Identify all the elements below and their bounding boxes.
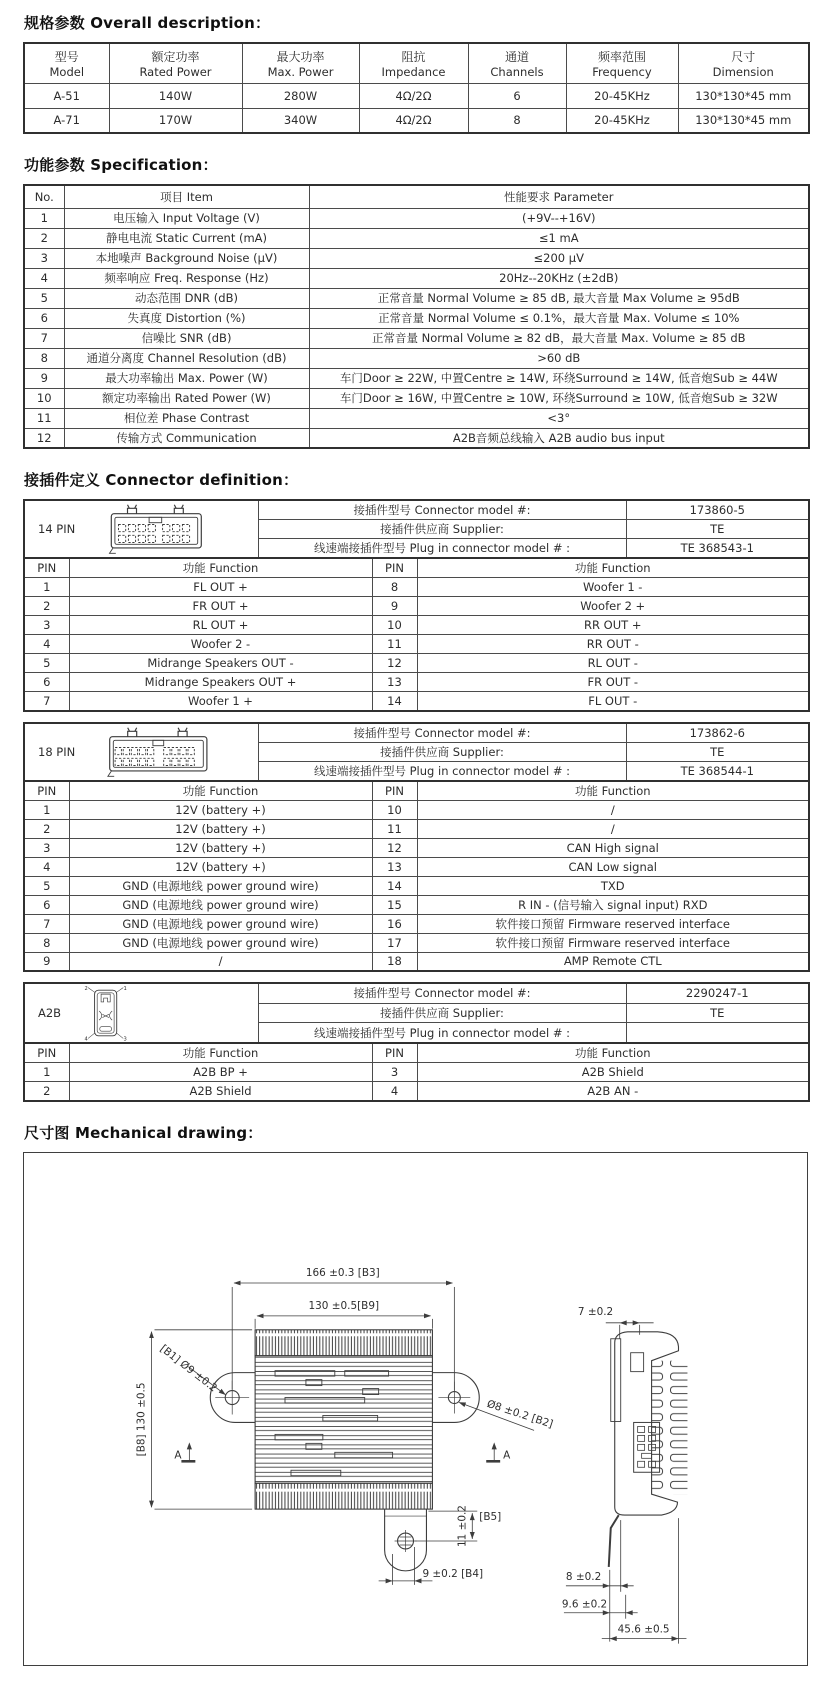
pin-function: 软件接口预留 Firmware reserved interface	[417, 933, 809, 952]
pin-header-row	[24, 558, 809, 578]
pin-number: 11	[372, 635, 417, 654]
overall-header-row	[24, 43, 809, 83]
pin-function: FR OUT +	[69, 597, 372, 616]
column-header-zh: 型号	[54, 49, 79, 64]
dim-label-130-height: [B8] 130 ±0.5	[135, 1382, 148, 1456]
function-col-header: 功能 Function	[69, 1043, 372, 1063]
front-view	[210, 1329, 479, 1570]
column-header-en: Model	[49, 64, 85, 79]
pin-col-header: PIN	[24, 558, 69, 578]
column-header	[109, 43, 242, 83]
pin-row	[24, 933, 809, 952]
cell-item: 动态范围 DNR (dB)	[64, 288, 309, 308]
pin-number: 2	[24, 819, 69, 838]
connector-14pin-info-table	[23, 499, 810, 559]
cell-item: 本地噪声 Background Noise (μV)	[64, 248, 309, 268]
cell-dimension: 130*130*45 mm	[678, 108, 809, 133]
spec-header-row	[24, 185, 809, 208]
column-header	[359, 43, 468, 83]
dim-label-side-d3: 45.6 ±0.5	[617, 1623, 670, 1636]
pin-col-header: PIN	[24, 781, 69, 801]
pin-row	[24, 578, 809, 597]
cell-item: 最大功率输出 Max. Power (W)	[64, 368, 309, 388]
section-a-label-left: A	[174, 1448, 182, 1461]
pin-number: 5	[24, 654, 69, 673]
pin-number: 9	[24, 952, 69, 971]
pin-function: GND (电源地线 power ground wire)	[69, 914, 372, 933]
column-header	[566, 43, 678, 83]
column-header-en: Impedance	[381, 64, 446, 79]
pin-function: R IN - (信号输入 signal input) RXD	[417, 895, 809, 914]
connector-18pin-icon	[91, 725, 231, 779]
pin-function: 软件接口预留 Firmware reserved interface	[417, 914, 809, 933]
pin-number: 4	[24, 857, 69, 876]
column-header-zh: 最大功率	[276, 49, 325, 64]
cell-no: 4	[24, 268, 64, 288]
dim-label-130-width: 130 ±0.5[B9]	[308, 1299, 380, 1312]
pin-function: FR OUT -	[417, 673, 809, 692]
table-row	[24, 268, 809, 288]
cell-parameter: 20Hz--20KHz (±2dB)	[309, 268, 809, 288]
column-header	[678, 43, 809, 83]
dim-label-side-top: 7 ±0.2	[577, 1305, 614, 1318]
pin-function: Midrange Speakers OUT -	[69, 654, 372, 673]
pin-row	[24, 819, 809, 838]
info-value: 173862-6	[626, 723, 809, 743]
cell-item: 静电电流 Static Current (mA)	[64, 228, 309, 248]
a2b-pin-mark-1: 1	[123, 986, 127, 993]
mechanical-drawing	[23, 1152, 808, 1666]
pin-row	[24, 597, 809, 616]
connector-14pin-pin-table	[23, 557, 810, 712]
pin-function: Woofer 2 +	[417, 597, 809, 616]
cell-parameter: A2B音频总线输入 A2B audio bus input	[309, 428, 809, 448]
cell-max-power: 280W	[242, 83, 359, 108]
pin-number: 10	[372, 800, 417, 819]
info-row	[24, 983, 809, 1003]
function-col-header: 功能 Function	[69, 558, 372, 578]
info-label: 接插件型号 Connector model #:	[258, 983, 626, 1003]
pin-number: 14	[372, 692, 417, 711]
column-header-en: Channels	[490, 64, 544, 79]
pin-row	[24, 838, 809, 857]
pin-number: 11	[372, 819, 417, 838]
function-col-header: 功能 Function	[417, 558, 809, 578]
pin-number: 6	[24, 673, 69, 692]
pin-row	[24, 952, 809, 971]
table-row	[24, 328, 809, 348]
cell-parameter: 正常音量 Normal Volume ≥ 85 dB, 最大音量 Max Volume ≥ 95dB	[309, 288, 809, 308]
cell-no: 1	[24, 208, 64, 228]
cell-parameter: >60 dB	[309, 348, 809, 368]
pin-number: 9	[372, 597, 417, 616]
info-label: 接插件型号 Connector model #:	[258, 723, 626, 743]
info-label: 线速端接插件型号 Plug in connector model # :	[258, 761, 626, 781]
connector-block-18pin	[23, 722, 808, 973]
connector-a2b-icon	[77, 985, 133, 1041]
pin-row	[24, 673, 809, 692]
cell-impedance: 4Ω/2Ω	[359, 108, 468, 133]
cell-item: 电压输入 Input Voltage (V)	[64, 208, 309, 228]
pin-number: 10	[372, 616, 417, 635]
info-value: TE	[626, 742, 809, 761]
pin-number: 4	[372, 1082, 417, 1101]
pin-number: 2	[24, 597, 69, 616]
column-header-parameter: 性能要求 Parameter	[309, 185, 809, 208]
pin-function: 12V (battery +)	[69, 800, 372, 819]
dim-label-side-d1: 8 ±0.2	[565, 1570, 602, 1583]
table-row	[24, 348, 809, 368]
pin-function: Midrange Speakers OUT +	[69, 673, 372, 692]
pin-number: 17	[372, 933, 417, 952]
pin-number: 8	[24, 933, 69, 952]
cell-item: 频率响应 Freq. Response (Hz)	[64, 268, 309, 288]
cell-parameter: 车门Door ≥ 22W, 中置Centre ≥ 14W, 环绕Surround ≥ 14W, 低音炮Sub ≥ 44W	[309, 368, 809, 388]
cell-dimension: 130*130*45 mm	[678, 83, 809, 108]
pin-row	[24, 800, 809, 819]
function-col-header: 功能 Function	[417, 1043, 809, 1063]
info-row	[24, 500, 809, 520]
info-label: 接插件供应商 Supplier:	[258, 742, 626, 761]
pin-function: Woofer 1 +	[69, 692, 372, 711]
pin-number: 4	[24, 635, 69, 654]
section-title-spec: 功能参数 Specification：	[24, 156, 218, 174]
function-col-header: 功能 Function	[69, 781, 372, 801]
pin-function: FL OUT +	[69, 578, 372, 597]
dim-label-hole-left: [B1] Ø9 ±0.2	[157, 1342, 220, 1394]
pin-row	[24, 635, 809, 654]
cell-no: 10	[24, 388, 64, 408]
info-value: TE 368544-1	[626, 761, 809, 781]
pin-row	[24, 654, 809, 673]
info-value: 173860-5	[626, 500, 809, 520]
cell-item: 传输方式 Communication	[64, 428, 309, 448]
pin-number: 1	[24, 1063, 69, 1082]
pin-function: Woofer 2 -	[69, 635, 372, 654]
pin-function: CAN High signal	[417, 838, 809, 857]
cell-rated-power: 170W	[109, 108, 242, 133]
pin-function: 12V (battery +)	[69, 838, 372, 857]
column-header-zh: 频率范围	[597, 49, 646, 64]
table-row	[24, 308, 809, 328]
cell-parameter: (+9V--+16V)	[309, 208, 809, 228]
pin-function: FL OUT -	[417, 692, 809, 711]
info-label: 接插件供应商 Supplier:	[258, 520, 626, 539]
pin-number: 13	[372, 857, 417, 876]
cell-channels: 6	[468, 83, 566, 108]
dim-label-166: 166 ±0.3 [B3]	[305, 1266, 380, 1279]
cell-parameter: 正常音量 Normal Volume ≤ 0.1%，最大音量 Max. Volume ≤ 10%	[309, 308, 809, 328]
pin-number: 13	[372, 673, 417, 692]
connector-a2b-info-table	[23, 982, 810, 1044]
mechanical-drawing-svg	[24, 1153, 806, 1664]
pin-function: AMP Remote CTL	[417, 952, 809, 971]
pin-function: A2B AN -	[417, 1082, 809, 1101]
column-header-en: Max. Power	[267, 64, 334, 79]
pin-function: Woofer 1 -	[417, 578, 809, 597]
table-row	[24, 368, 809, 388]
column-header	[24, 43, 109, 83]
cell-item: 相位差 Phase Contrast	[64, 408, 309, 428]
section-title-drawing: 尺寸图 Mechanical drawing：	[24, 1123, 263, 1142]
cell-no: 2	[24, 228, 64, 248]
pin-col-header: PIN	[372, 558, 417, 578]
cell-no: 12	[24, 428, 64, 448]
pin-number: 7	[24, 692, 69, 711]
cell-item: 通道分离度 Channel Resolution (dB)	[64, 348, 309, 368]
table-row	[24, 388, 809, 408]
connector-block-14pin	[23, 499, 808, 712]
cell-parameter: ≤200 μV	[309, 248, 809, 268]
pin-col-header: PIN	[24, 1043, 69, 1063]
connector-a2b-pin-table	[23, 1042, 810, 1102]
table-row	[24, 108, 809, 133]
column-header-zh: 额定功率	[151, 49, 200, 64]
pin-function: A2B BP +	[69, 1063, 372, 1082]
cell-max-power: 340W	[242, 108, 359, 133]
pin-row	[24, 895, 809, 914]
pin-function: GND (电源地线 power ground wire)	[69, 933, 372, 952]
cell-rated-power: 140W	[109, 83, 242, 108]
dim-label-hole-right: Ø8 ±0.2 [B2]	[485, 1397, 555, 1431]
info-row	[24, 723, 809, 743]
connector-18pin-cell	[24, 723, 258, 781]
connector-14pin-icon	[91, 502, 227, 556]
connector-14pin-cell	[24, 500, 258, 558]
pin-function: A2B Shield	[69, 1082, 372, 1101]
connector-a2b-cell	[24, 983, 258, 1043]
pin-number: 3	[24, 616, 69, 635]
pin-number: 3	[24, 838, 69, 857]
info-label: 线速端接插件型号 Plug in connector model # :	[258, 539, 626, 559]
function-col-header: 功能 Function	[417, 781, 809, 801]
table-row	[24, 83, 809, 108]
info-value	[626, 1023, 809, 1043]
section-title-connectors: 接插件定义 Connector definition：	[24, 471, 299, 489]
pin-number: 12	[372, 838, 417, 857]
column-header-zh: 尺寸	[731, 49, 756, 64]
column-header-en: Dimension	[712, 64, 774, 79]
column-header	[468, 43, 566, 83]
cell-parameter: ≤1 mA	[309, 228, 809, 248]
pin-col-header: PIN	[372, 1043, 417, 1063]
cell-frequency: 20-45KHz	[566, 83, 678, 108]
pin-row	[24, 1063, 809, 1082]
pin-number: 14	[372, 876, 417, 895]
pin-function: 12V (battery +)	[69, 857, 372, 876]
cell-no: 9	[24, 368, 64, 388]
overall-table	[23, 42, 810, 134]
pin-function: TXD	[417, 876, 809, 895]
table-row	[24, 428, 809, 448]
dim-label-tab-vertical: 11 ±0.2	[456, 1504, 469, 1547]
pin-number: 8	[372, 578, 417, 597]
info-value: 2290247-1	[626, 983, 809, 1003]
pin-number: 15	[372, 895, 417, 914]
spec-table	[23, 184, 810, 449]
pin-header-row	[24, 781, 809, 801]
info-value: TE 368543-1	[626, 539, 809, 559]
pin-row	[24, 1082, 809, 1101]
info-value: TE	[626, 520, 809, 539]
connector-18pin-pin-table	[23, 780, 810, 973]
table-row	[24, 288, 809, 308]
pin-row	[24, 857, 809, 876]
table-row	[24, 408, 809, 428]
cell-parameter: 车门Door ≥ 16W, 中置Centre ≥ 10W, 环绕Surround ≥ 10W, 低音炮Sub ≥ 32W	[309, 388, 809, 408]
cell-no: 3	[24, 248, 64, 268]
connector-label: A2B	[38, 1006, 62, 1020]
pin-row	[24, 914, 809, 933]
pin-number: 1	[24, 800, 69, 819]
a2b-pin-mark-2: 2	[84, 986, 88, 993]
pin-number: 18	[372, 952, 417, 971]
dim-label-side-d2: 9.6 ±0.2	[561, 1598, 608, 1611]
cell-item: 额定功率输出 Rated Power (W)	[64, 388, 309, 408]
pin-function: /	[417, 800, 809, 819]
pin-function: GND (电源地线 power ground wire)	[69, 876, 372, 895]
connector-18pin-info-table	[23, 722, 810, 782]
cell-item: 信噪比 SNR (dB)	[64, 328, 309, 348]
cell-no: 6	[24, 308, 64, 328]
pin-function: A2B Shield	[417, 1063, 809, 1082]
pin-function: GND (电源地线 power ground wire)	[69, 895, 372, 914]
info-value: TE	[626, 1003, 809, 1023]
connector-label: 14 PIN	[38, 522, 76, 536]
pin-function: RR OUT +	[417, 616, 809, 635]
column-header-zh: 阻抗	[401, 49, 426, 64]
pin-function: /	[417, 819, 809, 838]
column-header-en: Rated Power	[139, 64, 212, 79]
cell-parameter: 正常音量 Normal Volume ≥ 82 dB，最大音量 Max. Volume ≥ 85 dB	[309, 328, 809, 348]
column-header-no: No.	[24, 185, 64, 208]
section-title-overall: 规格参数 Overall description：	[24, 14, 271, 32]
table-row	[24, 228, 809, 248]
cell-impedance: 4Ω/2Ω	[359, 83, 468, 108]
pin-row	[24, 692, 809, 711]
pin-number: 2	[24, 1082, 69, 1101]
a2b-pin-mark-4: 4	[84, 1036, 88, 1041]
info-label: 线速端接插件型号 Plug in connector model # :	[258, 1023, 626, 1043]
cell-no: 11	[24, 408, 64, 428]
pin-col-header: PIN	[372, 781, 417, 801]
cell-channels: 8	[468, 108, 566, 133]
cell-model: A-51	[24, 83, 109, 108]
info-label: 接插件型号 Connector model #:	[258, 500, 626, 520]
column-header-en: Frequency	[592, 64, 652, 79]
cell-item: 失真度 Distortion (%)	[64, 308, 309, 328]
pin-number: 3	[372, 1063, 417, 1082]
cell-no: 8	[24, 348, 64, 368]
cell-frequency: 20-45KHz	[566, 108, 678, 133]
dim-label-tab-ref: [B5]	[479, 1510, 502, 1523]
pin-function: 12V (battery +)	[69, 819, 372, 838]
pin-function: /	[69, 952, 372, 971]
pin-row	[24, 616, 809, 635]
pin-function: RL OUT +	[69, 616, 372, 635]
connector-label: 18 PIN	[38, 744, 76, 759]
pin-number: 16	[372, 914, 417, 933]
pin-function: CAN Low signal	[417, 857, 809, 876]
pin-row	[24, 876, 809, 895]
section-a-label-right: A	[503, 1448, 511, 1461]
pin-header-row	[24, 1043, 809, 1063]
column-header-zh: 通道	[504, 49, 529, 64]
pin-number: 1	[24, 578, 69, 597]
pin-function: RL OUT -	[417, 654, 809, 673]
column-header	[242, 43, 359, 83]
dim-label-tab-hole: 9 ±0.2 [B4]	[422, 1567, 484, 1580]
connector-block-a2b	[23, 982, 808, 1102]
pin-function: RR OUT -	[417, 635, 809, 654]
table-row	[24, 248, 809, 268]
pin-number: 7	[24, 914, 69, 933]
a2b-pin-mark-3: 3	[123, 1036, 127, 1041]
table-row	[24, 208, 809, 228]
cell-no: 7	[24, 328, 64, 348]
cell-model: A-71	[24, 108, 109, 133]
column-header-item: 项目 Item	[64, 185, 309, 208]
pin-number: 5	[24, 876, 69, 895]
pin-number: 12	[372, 654, 417, 673]
pin-number: 6	[24, 895, 69, 914]
cell-parameter: <3°	[309, 408, 809, 428]
info-label: 接插件供应商 Supplier:	[258, 1003, 626, 1023]
cell-no: 5	[24, 288, 64, 308]
